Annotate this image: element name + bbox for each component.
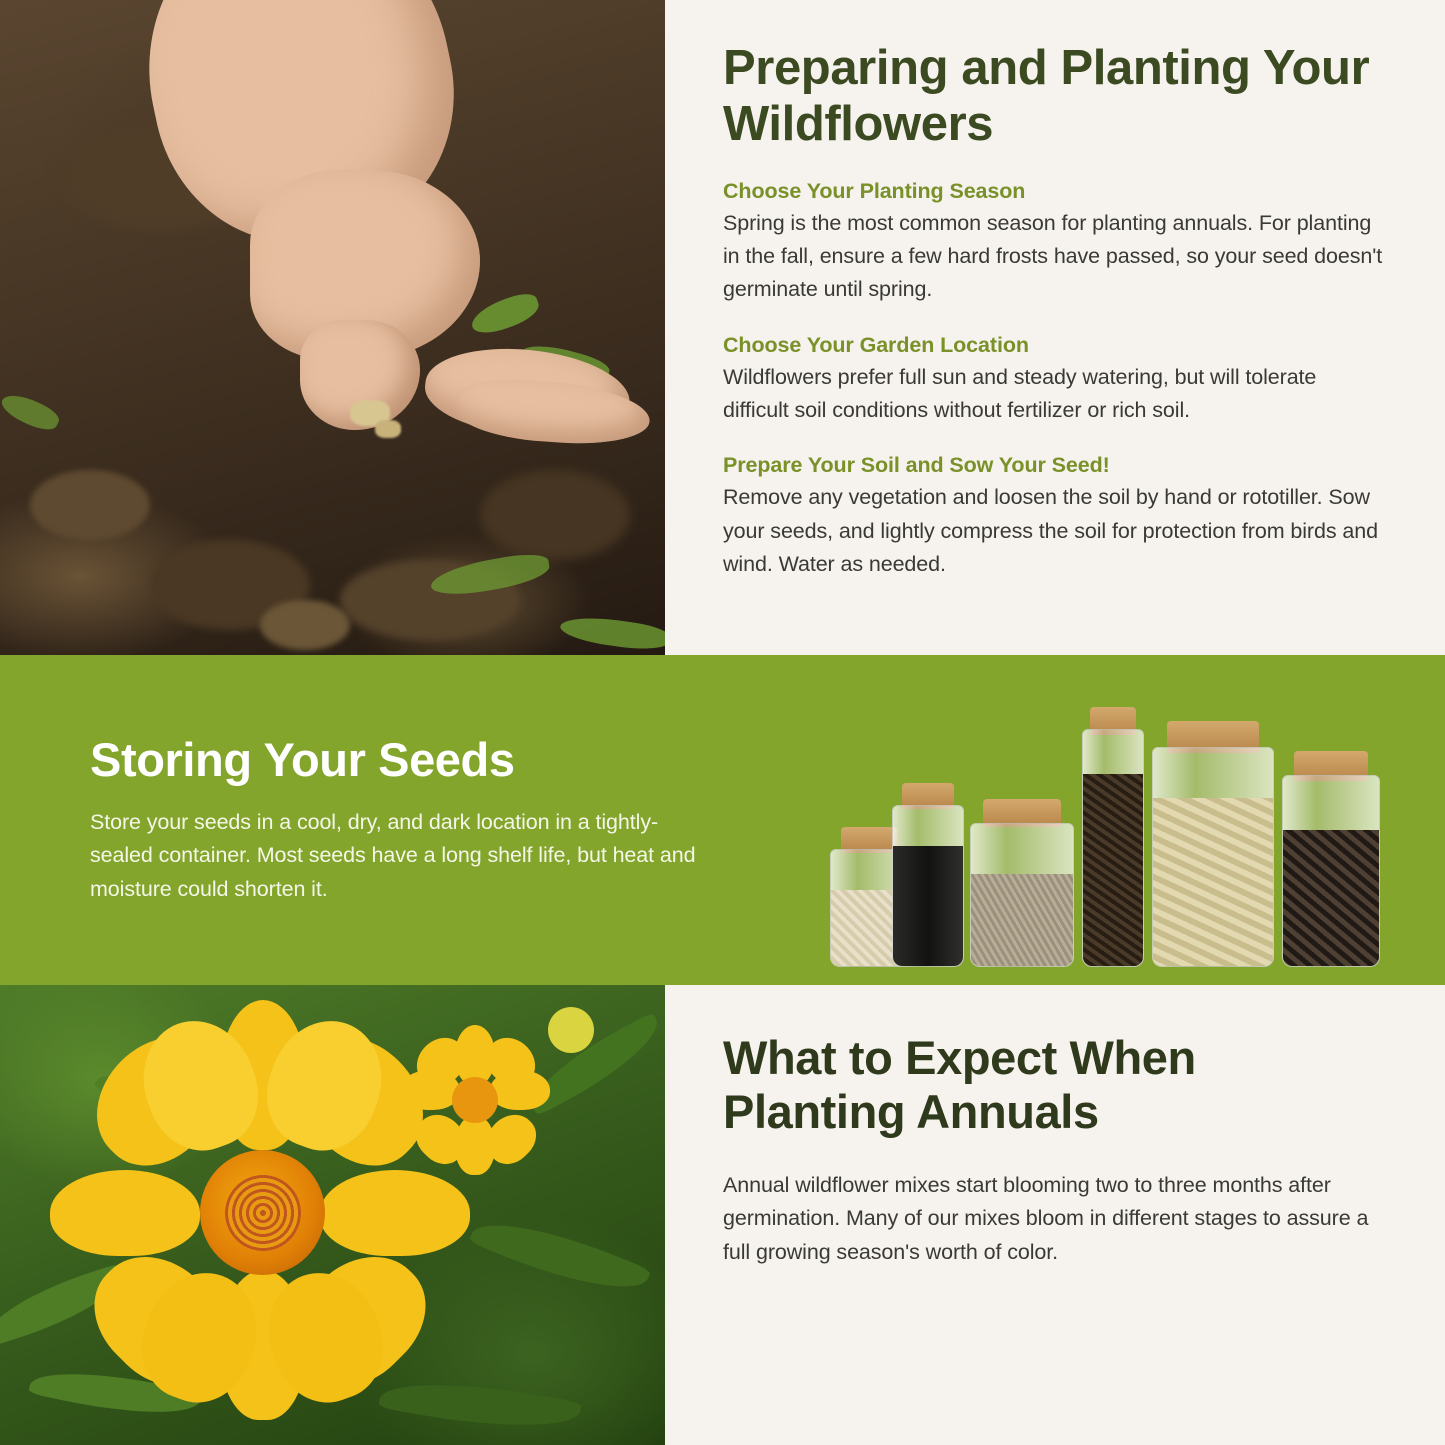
body-planting-season: Spring is the most common season for planting annuals. For planting in the fall, ensure a few hard frosts have passed, so your seed doesn't germinate until spring. — [723, 210, 1383, 302]
page-title: Preparing and Planting Your Wildflowers — [723, 41, 1370, 152]
main-flower — [60, 1010, 460, 1410]
glass-jars-of-seeds-photo — [720, 655, 1445, 985]
jar-sunflower-seeds — [1282, 762, 1380, 967]
what-to-expect-body: Annual wildflower mixes start blooming two to three months after germination. Many of our mixes bloom in different stages to assure a full growing season's worth of color. — [723, 1173, 1369, 1264]
block-planting-season — [723, 179, 1385, 307]
section-what-to-expect — [0, 985, 1445, 1445]
subheading-prepare-soil: Prepare Your Soil and Sow Your Seed! — [723, 453, 1110, 478]
subheading-garden-location: Choose Your Garden Location — [723, 332, 1029, 357]
what-to-expect-title: What to Expect When Planting Annuals — [723, 1031, 1196, 1139]
jar-tall-dark-seeds — [1082, 719, 1144, 967]
jar-grey-seeds — [970, 809, 1074, 967]
section-storing-seeds — [0, 655, 1445, 985]
storing-seeds-body: Store your seeds in a cool, dry, and dark location in a tightly-sealed container. Most seeds have a long shelf life, but heat and moisture could shorten it. — [90, 809, 696, 901]
body-prepare-soil: Remove any vegetation and loosen the soil by hand or rototiller. Sow your seeds, and lightly compress the soil for protection from birds and wind. Water as needed. — [723, 485, 1378, 576]
block-prepare-soil — [723, 453, 1385, 581]
body-garden-location: Wildflowers prefer full sun and steady watering, but will tolerate difficult soil conditions without fertilizer or rich soil. — [723, 364, 1317, 422]
section-preparing-planting — [0, 0, 1445, 655]
jar-black-seeds — [892, 792, 964, 967]
section2-text-column — [0, 734, 720, 906]
storing-seeds-title: Storing Your Seeds — [90, 733, 515, 787]
seed-jars-group — [830, 697, 1350, 967]
jar-pumpkin-seeds — [1152, 732, 1274, 967]
yellow-cosmos-flower-photo — [0, 985, 665, 1445]
section3-text-column — [665, 985, 1445, 1445]
block-garden-location — [723, 333, 1385, 428]
hand-sowing-seeds-in-soil-photo — [0, 0, 665, 655]
subheading-planting-season: Choose Your Planting Season — [723, 178, 1026, 203]
section1-text-column — [665, 0, 1445, 655]
